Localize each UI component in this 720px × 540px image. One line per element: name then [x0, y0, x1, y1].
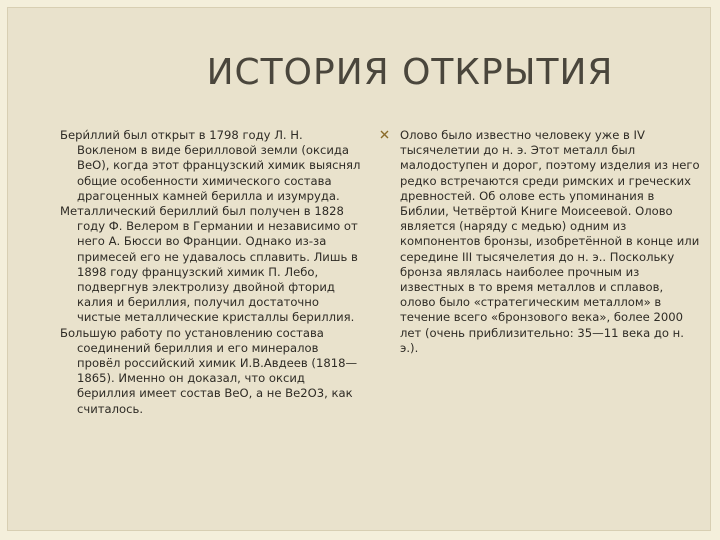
title-area — [0, 52, 720, 93]
paragraph-tin-history: Олово было известно человеку уже в IV тысячелетии до н. э. Этот металл был малодоступен и дорог, поэтому изделия из него редко встречаются среди римских и греческих древностей. Об олове есть упоминания в Библии, Четвёртой Книге Моисеевой. Олово является (наряду с медью) одним из компонентов бронзы, изобретённой в конце или середине III тысячелетия до н. э.. Поскольку бронза являлась наиболее прочным из известных в то время металлов и сплавов, олово было «стратегическим металлом» в течение всего «бронзового века», более 2000 лет (очень приблизительно: 35—11 века до н. э.). — [400, 128, 700, 355]
slide-title: ИСТОРИЯ ОТКРЫТИЯ — [206, 52, 614, 93]
paragraph-beryllium-discovery: Бери́ллий был открыт в 1798 году Л. Н. Вокленом в виде берилловой земли (оксида BeO), когда этот французский химик выяснял общие особенности химического состава драгоценных камней берилла и изумруда. — [60, 128, 361, 203]
right-text-column — [380, 128, 700, 356]
paragraph-avdeev: Большую работу по установлению состава соединений бериллия и его минералов провёл российский химик И.В.Авдеев (1818—1865). Именно он доказал, что оксид бериллия имеет состав BeO, а не Be2O3, как считалось. — [60, 325, 358, 416]
x-bullet-icon — [380, 128, 400, 356]
left-text-column — [60, 128, 365, 417]
list-item — [380, 128, 700, 356]
paragraph-metallic-beryllium: Металлический бериллий был получен в 1828 году Ф. Велером в Германии и независимо от него А. Бюсси во Франции. Однако из-за примесей его не удавалось сплавить. Лишь в 1898 году французский химик П. Лебо, подвергнув электролизу двойной фторид калия и бериллия, получил достаточно чистые металлические кристаллы бериллия. — [60, 204, 358, 325]
